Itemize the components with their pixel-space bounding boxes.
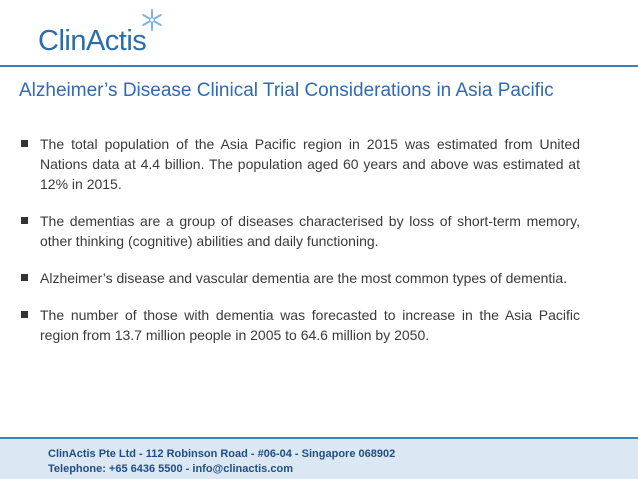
bullet-text: The total population of the Asia Pacific region in 2015 was estimated from United Nations data at 4.4 billion. The population aged 60 years and above was estimated at 12% in 2015. xyxy=(40,136,580,192)
bullet-item xyxy=(20,268,580,288)
logo-text: ClinActis xyxy=(38,25,147,57)
slide-title: Alzheimer’s Disease Clinical Trial Considerations in Asia Pacific xyxy=(19,80,554,101)
bullet-text: The dementias are a group of diseases characterised by loss of short-term memory, other thinking (cognitive) abilities and daily functioning. xyxy=(40,213,580,249)
bullet-item xyxy=(20,211,580,251)
square-bullet-icon xyxy=(21,274,28,281)
snowflake-icon xyxy=(140,8,164,32)
clinactis-logo xyxy=(38,8,168,56)
bullet-list xyxy=(20,134,580,362)
bullet-item xyxy=(20,305,580,345)
square-bullet-icon xyxy=(21,140,28,147)
bullet-item xyxy=(20,134,580,194)
bullet-text: The number of those with dementia was forecasted to increase in the Asia Pacific region from 13.7 million people in 2005 to 64.6 million by 2050. xyxy=(40,307,580,343)
footer-contact: Telephone: +65 6436 5500 - info@clinactis.com xyxy=(48,463,293,475)
footer-address: ClinActis Pte Ltd - 112 Robinson Road - #06-04 - Singapore 068902 xyxy=(48,448,396,460)
footer xyxy=(0,437,638,479)
bullet-text: Alzheimer’s disease and vascular dementia are the most common types of dementia. xyxy=(40,270,568,286)
square-bullet-icon xyxy=(21,311,28,318)
square-bullet-icon xyxy=(21,217,28,224)
header-divider xyxy=(0,65,638,67)
